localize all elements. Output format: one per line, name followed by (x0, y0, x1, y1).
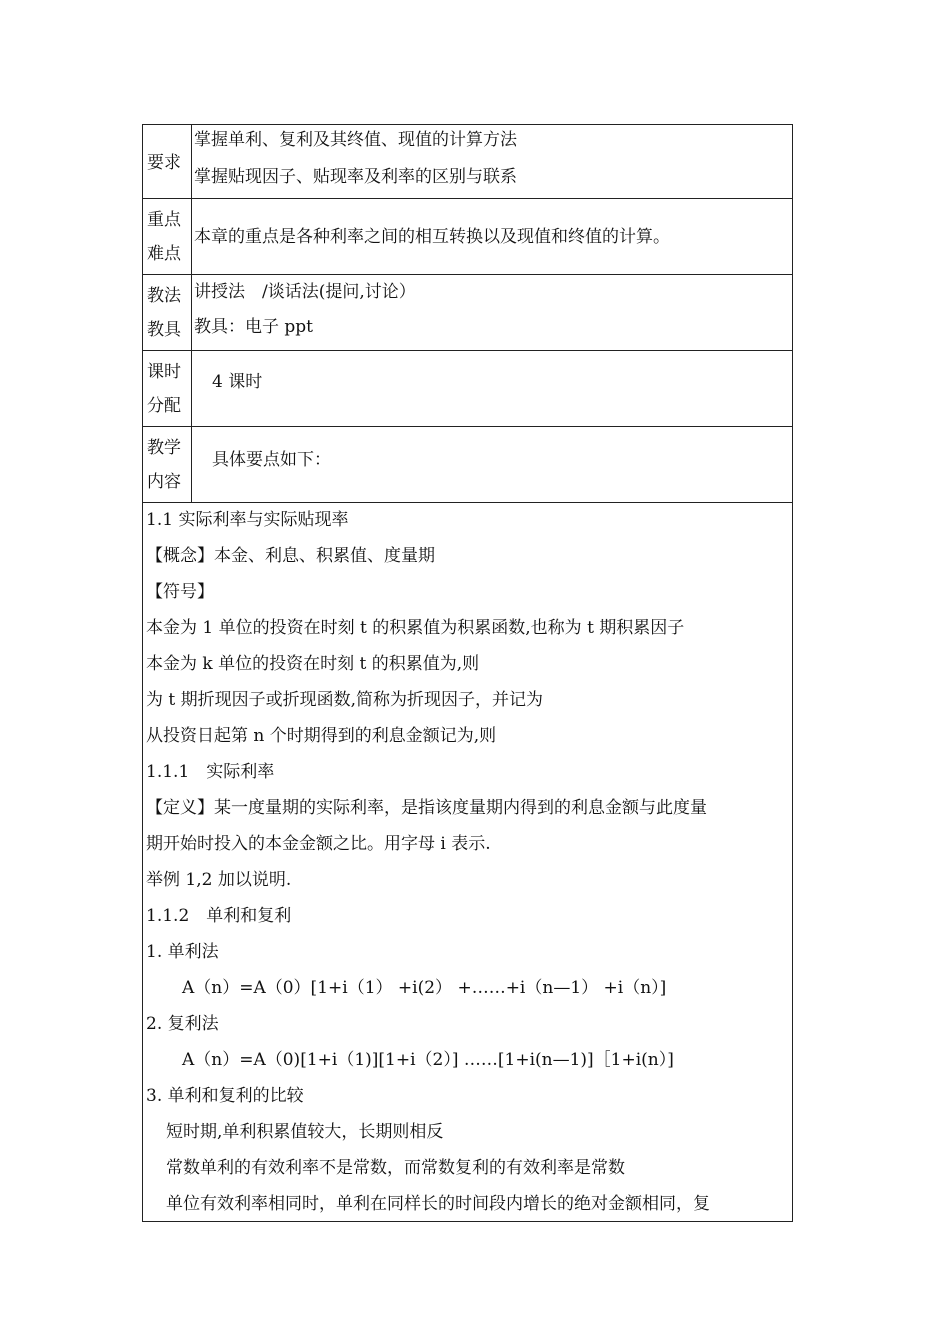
content-line: 讲授法 /谈话法(提问,讨论） (194, 282, 416, 302)
body-line: 【定义】某一度量期的实际利率，是指该度量期内得到的利息金额与此度量 (146, 798, 707, 818)
content-line: 掌握贴现因子、贴现率及利率的区别与联系 (194, 167, 517, 187)
row-teaching-content (143, 427, 793, 503)
row-body (143, 503, 793, 1222)
body-line: 为 t 期折现因子或折现函数,简称为折现因子，并记为 (146, 690, 544, 710)
label-line: 教法 (147, 286, 181, 306)
row-content (192, 275, 793, 351)
body-line: 【符号】 (146, 582, 214, 602)
row-content (192, 427, 793, 503)
content-line: 本章的重点是各种利率之间的相互转换以及现值和终值的计算。 (194, 226, 670, 247)
section-heading: 1.1.1 实际利率 (146, 762, 275, 782)
row-label (143, 427, 192, 503)
body-content (143, 503, 793, 1222)
section-heading: 1.1 实际利率与实际贴现率 (146, 510, 349, 530)
content-line: 掌握单利、复利及其终值、现值的计算方法 (194, 130, 517, 150)
label-line: 课时 (147, 362, 181, 382)
label-line: 重点 (147, 210, 181, 230)
row-content (192, 199, 793, 275)
content-line: 教具：电子 ppt (194, 317, 313, 337)
label-line: 难点 (147, 244, 181, 264)
body-line: 短时期,单利积累值较大，长期则相反 (166, 1122, 444, 1142)
body-line: 本金为 1 单位的投资在时刻 t 的积累值为积累函数,也称为 t 期积累因子 (146, 618, 685, 638)
row-label (143, 125, 192, 199)
label-line: 教具 (147, 320, 181, 340)
body-line: 举例 1,2 加以说明. (146, 870, 292, 890)
content-line: 具体要点如下： (212, 450, 331, 470)
label-line: 内容 (147, 472, 181, 492)
lesson-plan-table (142, 124, 793, 1222)
body-line: 1. 单利法 (146, 942, 219, 962)
row-label (143, 351, 192, 427)
row-methods (143, 275, 793, 351)
label-line: 教学 (147, 438, 181, 458)
row-hours (143, 351, 793, 427)
formula-line: A（n）=A（0）[1+i（1） +i(2） +……+i（n—1） +i（n）] (182, 978, 667, 998)
body-line: 3. 单利和复利的比较 (146, 1086, 304, 1106)
label-line: 分配 (147, 396, 181, 416)
body-line: 从投资日起第 n 个时期得到的利息金额记为,则 (146, 726, 497, 746)
formula-line: A（n）=A（0)[1+i（1)][1+i（2）] ……[1+i(n—1)]［1+i(n）] (182, 1050, 674, 1070)
body-line: 【概念】本金、利息、积累值、度量期 (146, 546, 435, 566)
body-line: 常数单利的有效利率不是常数，而常数复利的有效利率是常数 (166, 1158, 625, 1178)
row-requirements (143, 125, 793, 199)
row-key-points (143, 199, 793, 275)
section-heading: 1.1.2 单利和复利 (146, 906, 292, 926)
row-content (192, 351, 793, 427)
body-line: 单位有效利率相同时，单利在同样长的时间段内增长的绝对金额相同，复 (166, 1194, 710, 1214)
body-line: 期开始时投入的本金金额之比。用字母 i 表示. (146, 834, 491, 854)
content-line: 4 课时 (212, 372, 263, 392)
body-line: 2. 复利法 (146, 1014, 219, 1034)
body-line: 本金为 k 单位的投资在时刻 t 的积累值为,则 (146, 654, 480, 674)
row-content (192, 125, 793, 199)
row-label (143, 199, 192, 275)
label-line: 要求 (147, 153, 181, 173)
row-label (143, 275, 192, 351)
